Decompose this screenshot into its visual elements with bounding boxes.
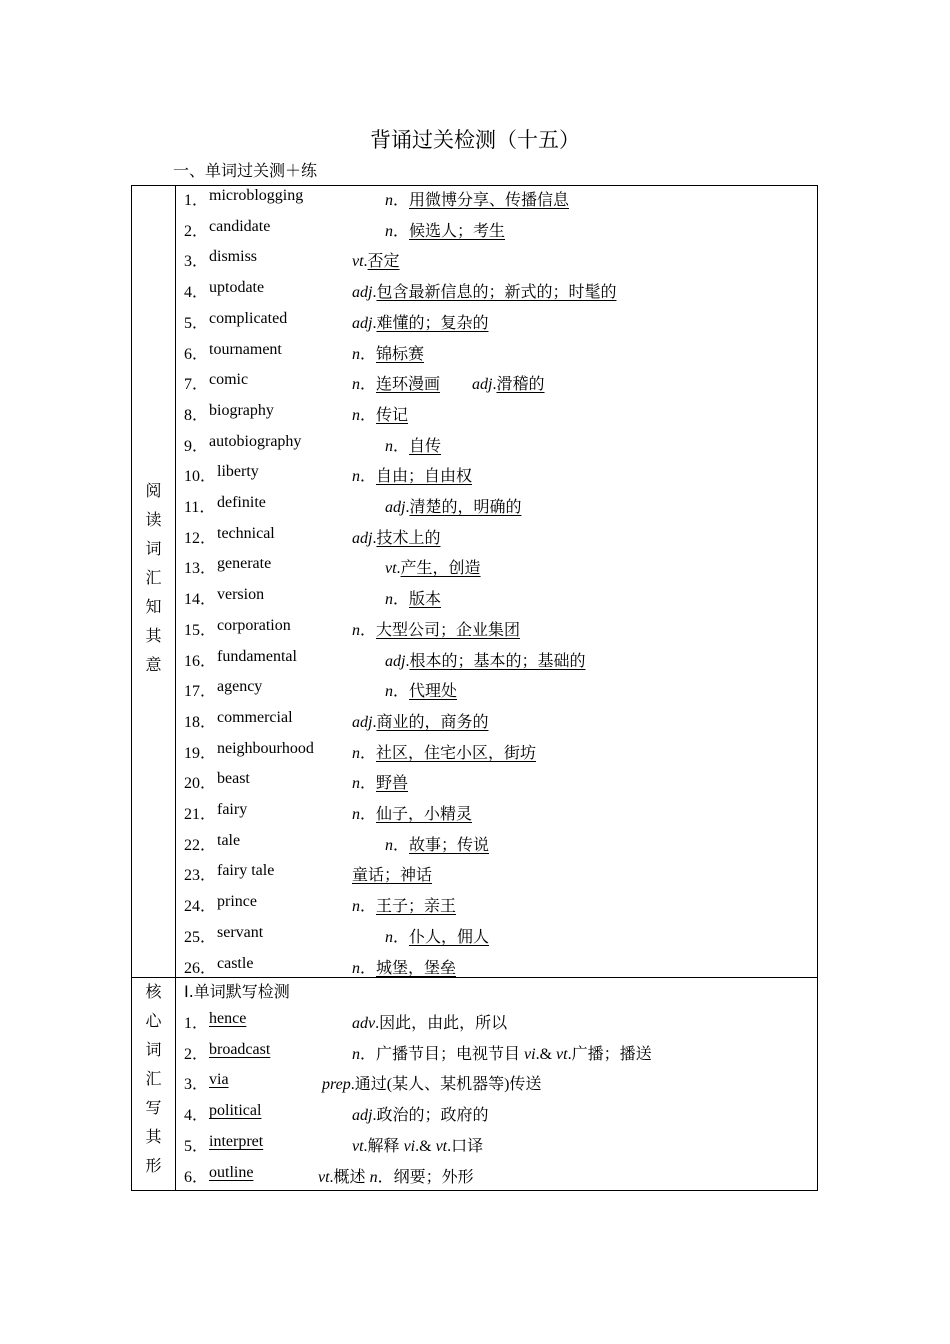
part-of-speech: adj [385, 499, 406, 516]
vocab-word: microblogging [209, 187, 304, 204]
item-number: 22． [184, 837, 217, 854]
vocab-definition: n．用微博分享、传播信息 [385, 192, 570, 209]
vocab-word: dismiss [209, 248, 258, 265]
side-label-char: 词 [145, 539, 162, 558]
vocab-definition: adj.技术上的 [352, 530, 441, 547]
side-label-char: 形 [145, 1156, 162, 1175]
part-of-speech: vt [352, 253, 364, 270]
dictation-definition: adj.政治的；政府的 [352, 1107, 489, 1124]
vocab-word: castle [217, 955, 254, 972]
item-number: 14． [184, 591, 217, 608]
definition-text: 代理处 [409, 683, 458, 700]
part-of-speech: n [352, 898, 360, 915]
part-of-speech: n [352, 346, 360, 363]
vocab-definition: n．自由；自由权 [352, 468, 473, 485]
vocab-definition: n．仙子，小精灵 [352, 806, 473, 823]
definition-text: 社区，住宅小区，街坊 [376, 745, 537, 762]
item-number: 10． [184, 468, 217, 485]
vocab-definition: n．候选人；考生 [385, 223, 506, 240]
definition-text: 大型公司；企业集团 [376, 622, 521, 639]
item-number: 15． [184, 622, 217, 639]
section-subtitle: 一、单词过关测＋练 [173, 161, 318, 180]
vocab-word: autobiography [209, 433, 302, 450]
definition-text: 产生，创造 [400, 560, 481, 577]
item-number: 4． [184, 284, 209, 301]
vocab-word: definite [217, 494, 266, 511]
item-number: 20． [184, 775, 217, 792]
item-number: 5． [184, 315, 209, 332]
item-number: 26． [184, 960, 217, 977]
item-number: 6． [184, 1169, 209, 1186]
definition-text: 城堡，堡垒 [376, 960, 457, 977]
part-of-speech: n [385, 837, 393, 854]
vocab-word: servant [217, 924, 264, 941]
item-number: 19． [184, 745, 217, 762]
row-divider [132, 977, 817, 978]
part-of-speech: n [352, 468, 360, 485]
vocab-definition: adj.根本的；基本的；基础的 [385, 653, 586, 670]
vocab-definition: vt.否定 [352, 253, 400, 270]
item-number: 25． [184, 929, 217, 946]
vocab-word: technical [217, 525, 275, 542]
item-number: 12． [184, 530, 217, 547]
vocab-definition: n．自传 [385, 438, 442, 455]
item-number: 21． [184, 806, 217, 823]
part-of-speech: n [385, 438, 393, 455]
vocab-definition: adj.难懂的；复杂的 [352, 315, 489, 332]
definition-text: 难懂的；复杂的 [376, 315, 489, 332]
item-number: 3． [184, 253, 209, 270]
vocab-definition [352, 862, 432, 885]
vocab-word: liberty [217, 463, 259, 480]
definition-text: 连环漫画 [376, 376, 441, 393]
vocab-definition: adj.商业的，商务的 [352, 714, 489, 731]
item-number: 2． [184, 223, 209, 240]
part-of-speech: n [352, 376, 360, 393]
item-number: 11． [184, 499, 216, 516]
vocab-definition: n．故事；传说 [385, 837, 490, 854]
item-number: 8． [184, 407, 209, 424]
definition-text: 清楚的，明确的 [409, 499, 522, 516]
definition-text: 自由；自由权 [376, 468, 473, 485]
vocab-word: comic [209, 371, 249, 388]
part-of-speech: n [352, 407, 360, 424]
vocab-word: biography [209, 402, 274, 419]
vocab-definition: vt.产生，创造 [385, 560, 481, 577]
vocab-definition: n．王子；亲王 [352, 898, 457, 915]
side-label-char: 阅 [145, 481, 162, 500]
definition-text: 根本的；基本的；基础的 [409, 653, 586, 670]
definition-text: 锦标赛 [376, 346, 425, 363]
vocab-definition: n．社区，住宅小区，街坊 [352, 745, 537, 762]
vocab-word: neighbourhood [217, 740, 314, 757]
dictation-word: broadcast [209, 1041, 271, 1058]
vocab-definition: adj.清楚的，明确的 [385, 499, 522, 516]
item-number: 6． [184, 346, 209, 363]
vocab-definition: n．大型公司；企业集团 [352, 622, 521, 639]
side-label-char: 意 [145, 655, 162, 674]
vocab-word: fairy tale [217, 862, 275, 879]
vocab-word: complicated [209, 310, 288, 327]
item-number: 24． [184, 898, 217, 915]
definition-text: 滑稽的 [496, 376, 545, 393]
vocab-word: prince [217, 893, 257, 910]
vocab-word: uptodate [209, 279, 265, 296]
side-label-char: 知 [145, 597, 162, 616]
dictation-word: outline [209, 1164, 254, 1181]
page-title: 背诵过关检测（十五） [370, 128, 580, 152]
part-of-speech: n [385, 192, 393, 209]
definition-text: 王子；亲王 [376, 898, 457, 915]
side-label-char: 其 [145, 626, 162, 645]
item-number: 3． [184, 1076, 209, 1093]
side-label-char: 其 [145, 1127, 162, 1146]
item-number: 18． [184, 714, 217, 731]
part-of-speech: adj [385, 653, 406, 670]
item-number: 5． [184, 1138, 209, 1155]
definition-text: 传记 [376, 407, 409, 424]
vocab-word: fundamental [217, 648, 297, 665]
side-label-writing [132, 977, 175, 1180]
side-label-char: 读 [145, 510, 162, 529]
vocab-word: beast [217, 770, 250, 787]
item-number: 9． [184, 438, 209, 455]
definition-text: 仆人，佣人 [409, 929, 490, 946]
definition-text: 野兽 [376, 775, 409, 792]
vocab-word: generate [217, 555, 272, 572]
item-number: 1． [184, 192, 209, 209]
dictation-word: interpret [209, 1133, 264, 1150]
item-number: 16． [184, 653, 217, 670]
part-of-speech: n [352, 960, 360, 977]
vocab-word: version [217, 586, 265, 603]
side-label-char: 汇 [145, 1069, 162, 1088]
definition-text: 否定 [367, 253, 400, 270]
vocab-definition: n．仆人，佣人 [385, 929, 490, 946]
vocab-word: commercial [217, 709, 293, 726]
part-of-speech: n [352, 745, 360, 762]
vocab-definition: n．野兽 [352, 775, 409, 792]
definition-text: 用微博分享、传播信息 [409, 192, 570, 209]
dictation-definition: vt.解释 vi.& vt.口译 [352, 1138, 484, 1155]
vocab-word: corporation [217, 617, 291, 634]
part-of-speech: n [352, 622, 360, 639]
item-number: 23． [184, 867, 217, 884]
side-label-char: 词 [145, 1040, 162, 1059]
side-label-char: 心 [145, 1011, 162, 1030]
definition-text: 童话；神话 [352, 867, 433, 884]
vocab-definition: adj.包含最新信息的；新式的；时髦的 [352, 284, 617, 301]
item-number: 17． [184, 683, 217, 700]
item-number: 1． [184, 1015, 209, 1032]
part-of-speech: n [385, 223, 393, 240]
part-of-speech: adj [352, 714, 373, 731]
dictation-definition: vt.概述 n．纲要；外形 [318, 1169, 474, 1186]
vocab-definition: n．连环漫画 adj.滑稽的 [352, 376, 545, 393]
side-label-char: 核 [145, 982, 162, 1001]
vocab-definition: n．锦标赛 [352, 346, 425, 363]
definition-text: 自传 [409, 438, 442, 455]
side-label-char: 汇 [145, 568, 162, 587]
definition-text: 商业的，商务的 [376, 714, 489, 731]
part-of-speech: n [352, 775, 360, 792]
dictation-definition: prep.通过(某人、某机器等)传送 [322, 1076, 542, 1093]
item-number: 4． [184, 1107, 209, 1124]
dictation-word: via [209, 1071, 229, 1088]
definition-text: 技术上的 [376, 530, 441, 547]
dictation-definition: adv.因此，由此，所以 [352, 1015, 508, 1032]
definition-text: 仙子，小精灵 [376, 806, 473, 823]
dictation-definition: n．广播节目；电视节目 vi.& vt.广播；播送 [352, 1046, 652, 1063]
dictation-word: political [209, 1102, 262, 1119]
vocab-word: candidate [209, 218, 271, 235]
part-of-speech: n [385, 929, 393, 946]
column-divider [175, 186, 176, 1190]
vocab-word: agency [217, 678, 263, 695]
vocab-definition: n．传记 [352, 407, 409, 424]
part-of-speech: adj [352, 315, 373, 332]
dictation-heading: I.单词默写检测 [184, 982, 290, 1001]
vocab-word: tale [217, 832, 241, 849]
definition-text: 故事；传说 [409, 837, 490, 854]
side-label-reading [132, 476, 175, 679]
side-label-char: 写 [145, 1098, 162, 1117]
part-of-speech: n [385, 683, 393, 700]
part-of-speech: adj [352, 284, 373, 301]
vocab-word: fairy [217, 801, 248, 818]
part-of-speech: adj [472, 376, 493, 393]
item-number: 2． [184, 1046, 209, 1063]
part-of-speech: n [352, 806, 360, 823]
definition-text: 版本 [409, 591, 442, 608]
vocab-definition: n．城堡，堡垒 [352, 960, 457, 977]
vocab-definition: n．代理处 [385, 683, 458, 700]
vocab-definition: n．版本 [385, 591, 442, 608]
item-number: 13． [184, 560, 217, 577]
definition-text: 候选人；考生 [409, 223, 506, 240]
definition-text: 包含最新信息的；新式的；时髦的 [376, 284, 617, 301]
item-number: 7． [184, 376, 209, 393]
part-of-speech: adj [352, 530, 373, 547]
vocab-word: tournament [209, 341, 282, 358]
dictation-word: hence [209, 1010, 247, 1027]
part-of-speech: vt [385, 560, 397, 577]
part-of-speech: n [385, 591, 393, 608]
